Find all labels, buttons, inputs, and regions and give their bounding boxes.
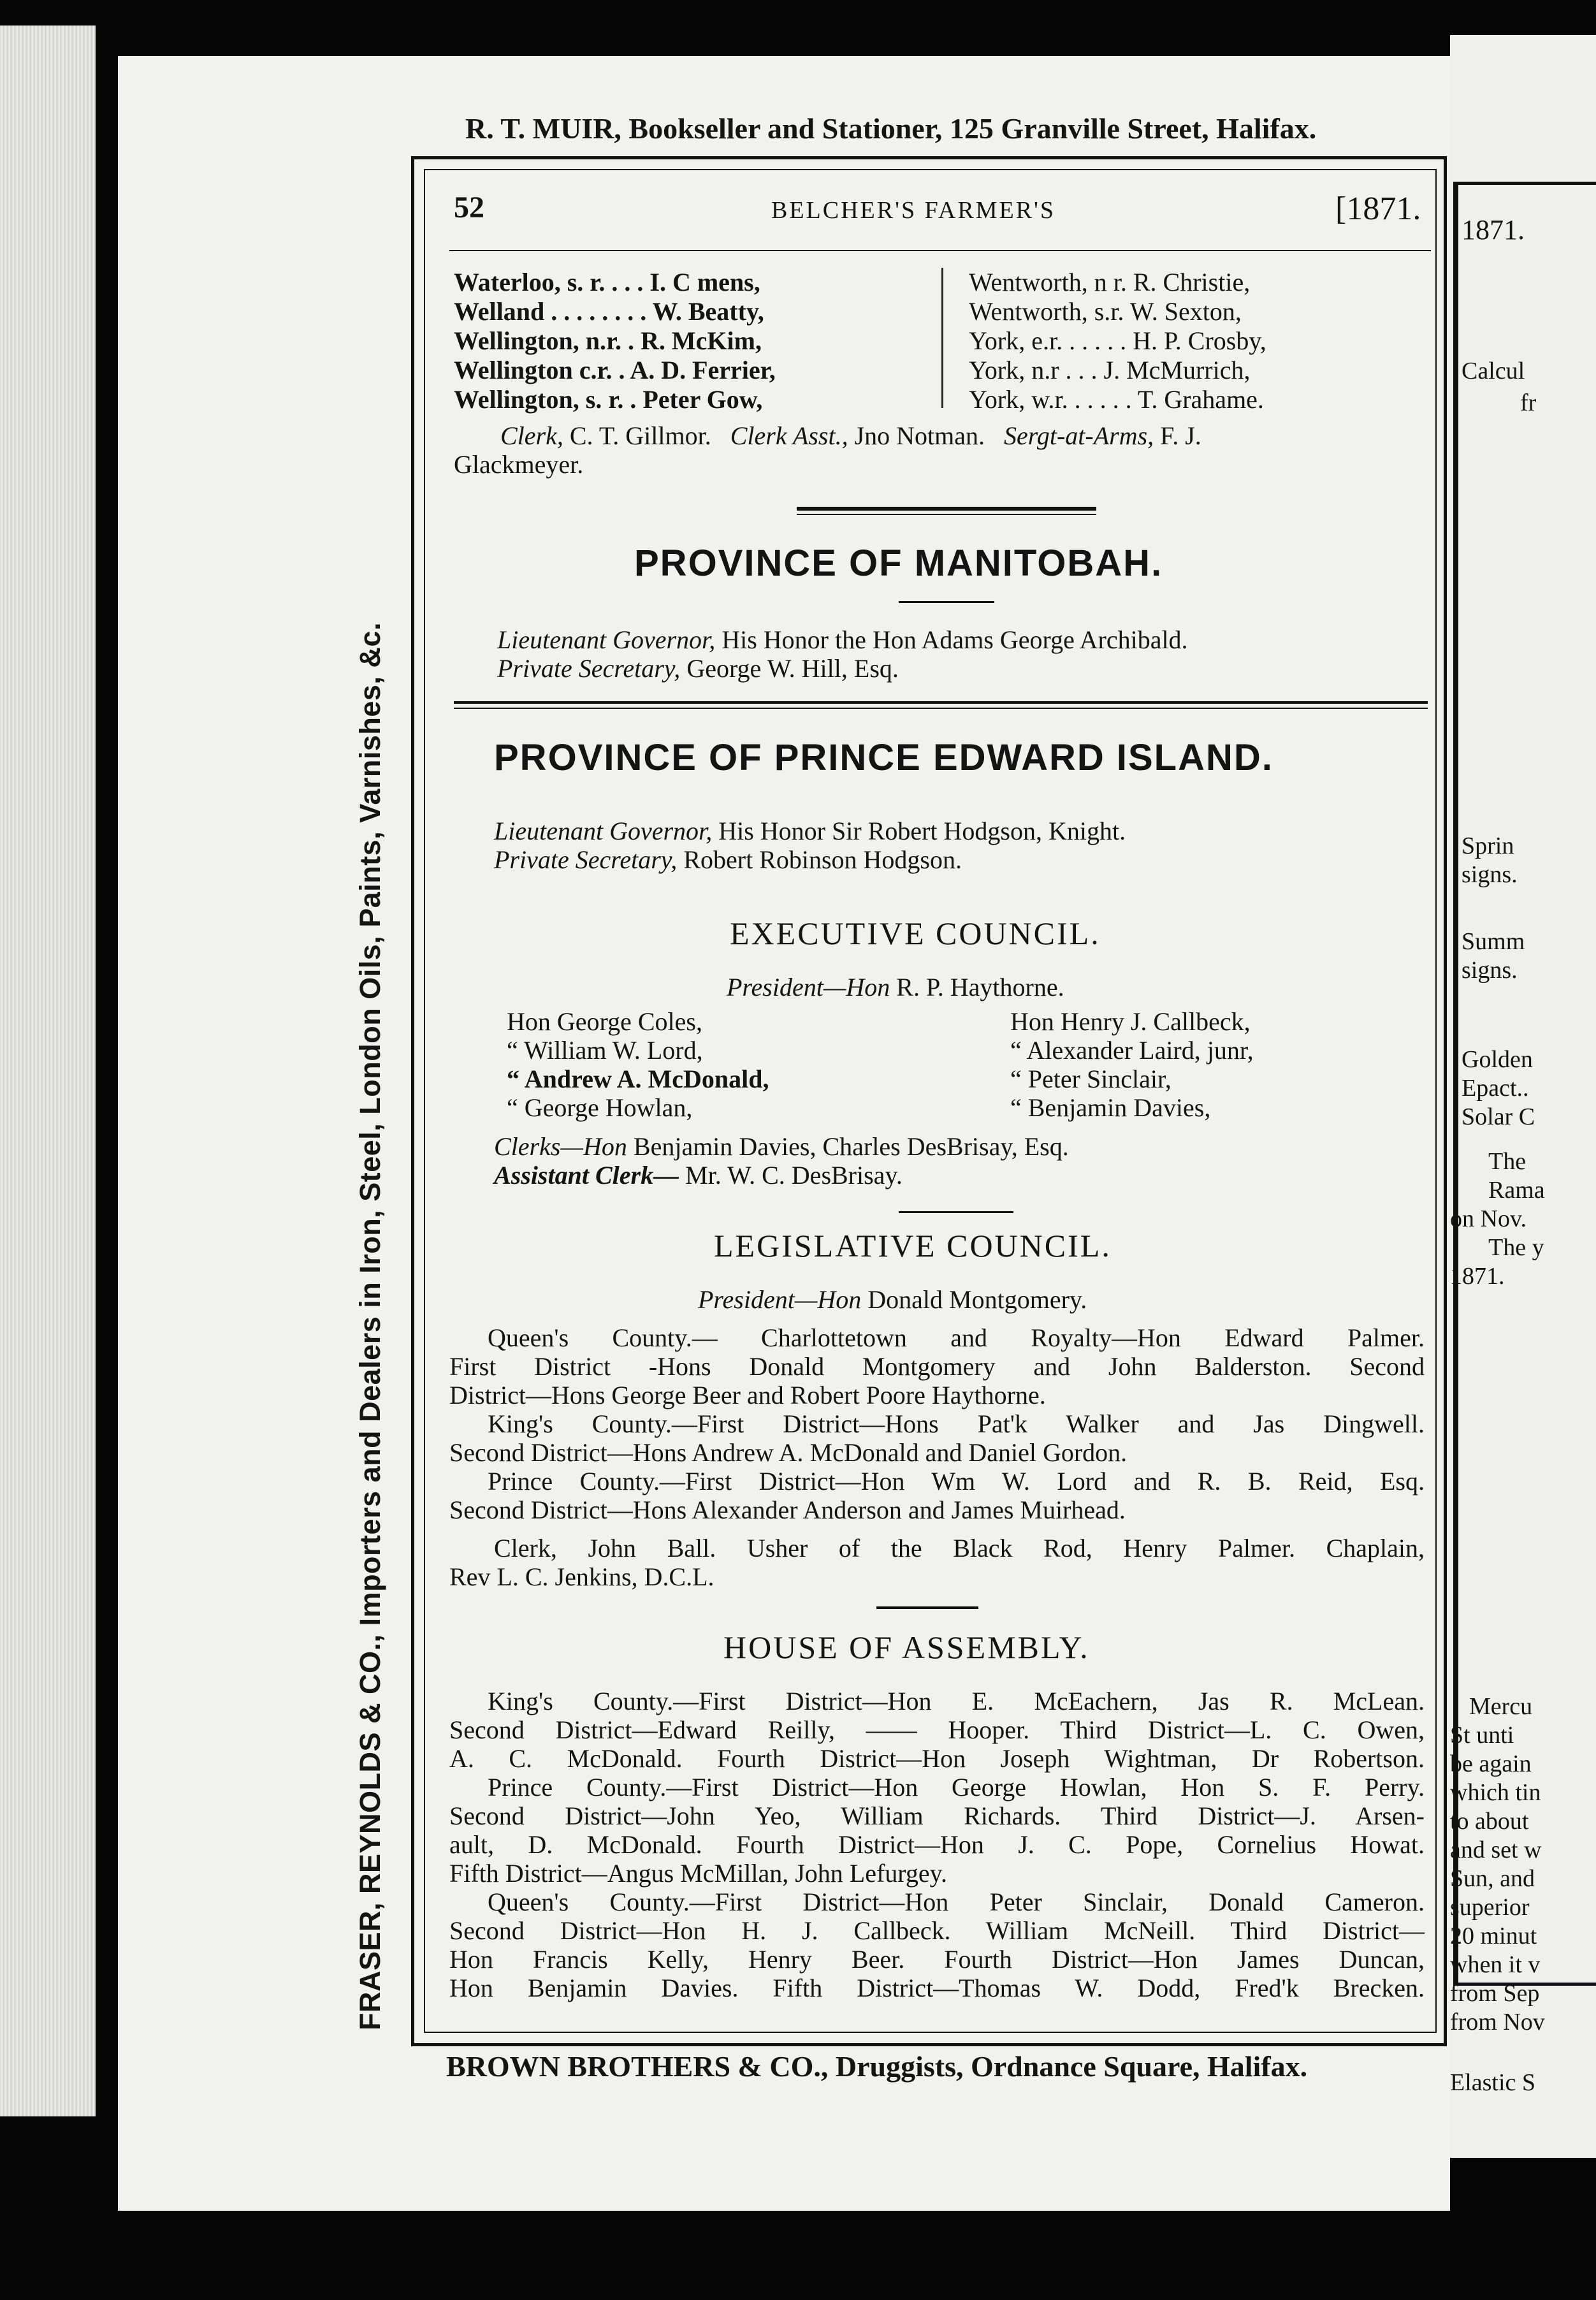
executive-title: EXECUTIVE COUNCIL. xyxy=(730,915,1101,951)
facing-text: Epact.. xyxy=(1462,1075,1529,1102)
lg-label: Lieutenant Governor, xyxy=(497,625,716,654)
facing-text: Sprin xyxy=(1462,833,1514,859)
facing-text: from Nov xyxy=(1450,2009,1545,2035)
facing-text: fr xyxy=(1520,389,1537,416)
president-name: R. P. Haythorne. xyxy=(896,973,1064,1001)
section-rule xyxy=(797,514,1096,515)
executive-right xyxy=(1010,1007,1254,1122)
facing-text: superior xyxy=(1450,1894,1530,1921)
assembly-line: Prince County.—First District—Hon George Howlan, Hon S. F. Perry. xyxy=(488,1773,1425,1801)
assembly-line: Hon Benjamin Davies. Fifth District—Thomas W. Dodd, Fred'k Brecken. xyxy=(449,1974,1425,2002)
legislative-line: First District -Hons Donald Montgomery and John Balderston. Second xyxy=(449,1352,1425,1381)
running-year: [1871. xyxy=(1335,191,1421,227)
members-right-column xyxy=(969,268,1266,414)
facing-text: which tin xyxy=(1450,1779,1541,1806)
facing-text: 1871. xyxy=(1462,214,1525,245)
facing-text: The y xyxy=(1488,1234,1544,1261)
executive-left xyxy=(507,1007,769,1122)
executive-president xyxy=(727,972,1064,1002)
facing-text: Solar C xyxy=(1462,1103,1535,1130)
president-name: Donald Montgomery. xyxy=(867,1285,1087,1314)
lg-name: His Honor the Hon Adams George Archibald. xyxy=(722,625,1188,654)
council-member: “ Alexander Laird, junr, xyxy=(1010,1036,1254,1065)
legislative-line: Prince County.—First District—Hon Wm W. Lord and R. B. Reid, Esq. xyxy=(488,1467,1425,1496)
assembly-line: ault, D. McDonald. Fourth District—Hon J. C. Pope, Cornelius Howat. xyxy=(449,1830,1425,1859)
facing-text: and set w xyxy=(1450,1837,1542,1863)
legislative-line: Second District—Hons Andrew A. McDonald and Daniel Gordon. xyxy=(449,1438,1128,1467)
asst-label: Assistant Clerk— xyxy=(494,1161,679,1190)
member-entry: York, n.r . . . J. McMurrich, xyxy=(969,356,1251,384)
top-header-ad: R. T. MUIR, Bookseller and Stationer, 125 Granville Street, Halifax. xyxy=(465,112,1317,145)
asst-name: Jno Notman. xyxy=(854,421,985,450)
member-entry: Wentworth, s.r. W. Sexton, xyxy=(969,297,1242,326)
assembly-line: Second District—Hon H. J. Callbeck. William McNeill. Third District— xyxy=(449,1916,1425,1945)
facing-text: to about xyxy=(1450,1808,1529,1835)
legislative-president xyxy=(698,1285,1087,1314)
clerks-names: Benjamin Davies, Charles DesBrisay, Esq. xyxy=(633,1132,1069,1161)
facing-text: St unti xyxy=(1450,1722,1514,1749)
member-entry: Welland . . . . . . . . W. Beatty, xyxy=(454,297,764,326)
council-member: Hon George Coles, xyxy=(507,1007,702,1036)
assembly-line: Second District—John Yeo, William Richards. Third District—J. Arsen- xyxy=(449,1801,1425,1830)
assembly-line: Second District—Edward Reilly, —— Hooper. Third District—L. C. Owen, xyxy=(449,1715,1425,1744)
pei-lg xyxy=(494,816,1126,846)
lg-label: Lieutenant Governor, xyxy=(494,817,713,845)
ps-label: Private Secretary, xyxy=(497,654,681,683)
clerks-label: Clerks—Hon xyxy=(494,1132,627,1161)
ps-label: Private Secretary, xyxy=(494,845,678,874)
assembly-line: A. C. McDonald. Fourth District—Hon Joseph Wightman, Dr Robertson. xyxy=(449,1744,1425,1773)
legislative-line: District—Hons George Beer and Robert Poore Haythorne. xyxy=(449,1381,1046,1409)
legislative-line: Second District—Hons Alexander Anderson and James Muirhead. xyxy=(449,1496,1126,1524)
page-number: 52 xyxy=(454,191,484,224)
column-divider xyxy=(941,268,943,408)
asst-name: Mr. W. C. DesBrisay. xyxy=(685,1161,903,1190)
page-edges xyxy=(0,25,96,2116)
member-entry: York, e.r. . . . . . H. P. Crosby, xyxy=(969,326,1266,355)
facing-text: Rama xyxy=(1488,1177,1545,1204)
council-member: “ William W. Lord, xyxy=(507,1036,703,1065)
facing-text: when it v xyxy=(1450,1951,1541,1978)
short-rule xyxy=(876,1606,978,1609)
facing-text: Golden xyxy=(1462,1046,1533,1073)
legislative-line: Rev L. C. Jenkins, D.C.L. xyxy=(449,1562,715,1591)
facing-text: 20 minut xyxy=(1450,1923,1537,1949)
lg-name: His Honor Sir Robert Hodgson, Knight. xyxy=(718,817,1126,845)
facing-text: Mercu xyxy=(1469,1693,1533,1720)
clerk-label: Clerk, xyxy=(500,421,563,450)
manitoba-ps xyxy=(497,653,899,683)
facing-text: Summ xyxy=(1462,928,1525,955)
serg-label: Sergt-at-Arms, xyxy=(1004,421,1154,450)
ps-name: Robert Robinson Hodgson. xyxy=(683,845,962,874)
facing-page xyxy=(1450,35,1596,2158)
pei-ps xyxy=(494,845,962,875)
assembly-title: HOUSE OF ASSEMBLY. xyxy=(723,1629,1090,1665)
council-member: “ Peter Sinclair, xyxy=(1010,1065,1172,1093)
facing-text: Elastic S xyxy=(1450,2069,1536,2096)
legislative-line: King's County.—First District—Hons Pat'k Walker and Jas Dingwell. xyxy=(488,1409,1425,1438)
legislative-line: Queen's County.— Charlottetown and Royalty—Hon Edward Palmer. xyxy=(488,1323,1425,1352)
council-member: “ George Howlan, xyxy=(507,1093,693,1122)
spine-ad: FRASER, REYNOLDS & CO., Importers and Dealers in Iron, Steel, London Oils, Paints, Varnishes, &c. xyxy=(354,622,386,2030)
head-rule xyxy=(449,250,1431,251)
members-left-column xyxy=(454,268,776,414)
facing-text: be again xyxy=(1450,1750,1532,1777)
president-label: President—Hon xyxy=(727,973,890,1001)
council-member: “ Benjamin Davies, xyxy=(1010,1093,1211,1122)
double-rule xyxy=(454,701,1428,704)
facing-text: signs. xyxy=(1462,861,1518,888)
facing-text: Sun, and xyxy=(1450,1865,1535,1892)
manitoba-lg xyxy=(497,625,1188,655)
pei-title: PROVINCE OF PRINCE EDWARD ISLAND. xyxy=(494,737,1273,778)
member-entry: Wellington, n.r. . R. McKim, xyxy=(454,326,762,355)
bottom-ad: BROWN BROTHERS & CO., Druggists, Ordnance Square, Halifax. xyxy=(446,2050,1308,2083)
assembly-line: King's County.—First District—Hon E. McEachern, Jas R. McLean. xyxy=(488,1687,1425,1715)
executive-assistant xyxy=(494,1160,903,1190)
member-entry: York, w.r. . . . . . T. Grahame. xyxy=(969,385,1264,414)
section-rule xyxy=(797,507,1096,511)
council-member: Hon Henry J. Callbeck, xyxy=(1010,1007,1251,1036)
assembly-line: Hon Francis Kelly, Henry Beer. Fourth District—Hon James Duncan, xyxy=(449,1945,1425,1974)
member-entry: Wellington c.r. . A. D. Ferrier, xyxy=(454,356,776,384)
assembly-line: Fifth District—Angus McMillan, John Lefurgey. xyxy=(449,1859,948,1888)
facing-text: on Nov. xyxy=(1450,1205,1527,1232)
facing-text: 1871. xyxy=(1450,1263,1505,1290)
serg-name: F. J. xyxy=(1160,421,1201,450)
executive-clerks xyxy=(494,1132,1069,1161)
facing-text: Calcul xyxy=(1462,358,1525,384)
double-rule xyxy=(454,708,1428,709)
manitoba-title: PROVINCE OF MANITOBAH. xyxy=(634,542,1163,584)
facing-text: The xyxy=(1488,1148,1527,1175)
legislative-title: LEGISLATIVE COUNCIL. xyxy=(714,1228,1112,1263)
member-entry: Waterloo, s. r. . . . I. C mens, xyxy=(454,268,760,296)
council-member: “ Andrew A. McDonald, xyxy=(507,1065,769,1093)
assembly-line: Queen's County.—First District—Hon Peter Sinclair, Donald Cameron. xyxy=(488,1888,1425,1916)
facing-text: signs. xyxy=(1462,957,1518,984)
legislative-line: Clerk, John Ball. Usher of the Black Rod, Henry Palmer. Chaplain, xyxy=(494,1534,1425,1562)
member-entry: Wellington, s. r. . Peter Gow, xyxy=(454,385,763,414)
ps-name: George W. Hill, Esq. xyxy=(686,654,899,683)
asst-label: Clerk Asst., xyxy=(730,421,848,450)
short-rule xyxy=(899,601,994,603)
clerk-name: C. T. Gillmor. xyxy=(569,421,711,450)
officers-line xyxy=(500,421,1201,451)
officers-cont: Glackmeyer. xyxy=(454,450,584,479)
facing-text: from Sep xyxy=(1450,1980,1540,2007)
member-entry: Wentworth, n r. R. Christie, xyxy=(969,268,1251,296)
short-rule xyxy=(899,1211,1013,1213)
running-title: BELCHER'S FARMER'S xyxy=(771,197,1056,224)
president-label: President—Hon xyxy=(698,1285,862,1314)
